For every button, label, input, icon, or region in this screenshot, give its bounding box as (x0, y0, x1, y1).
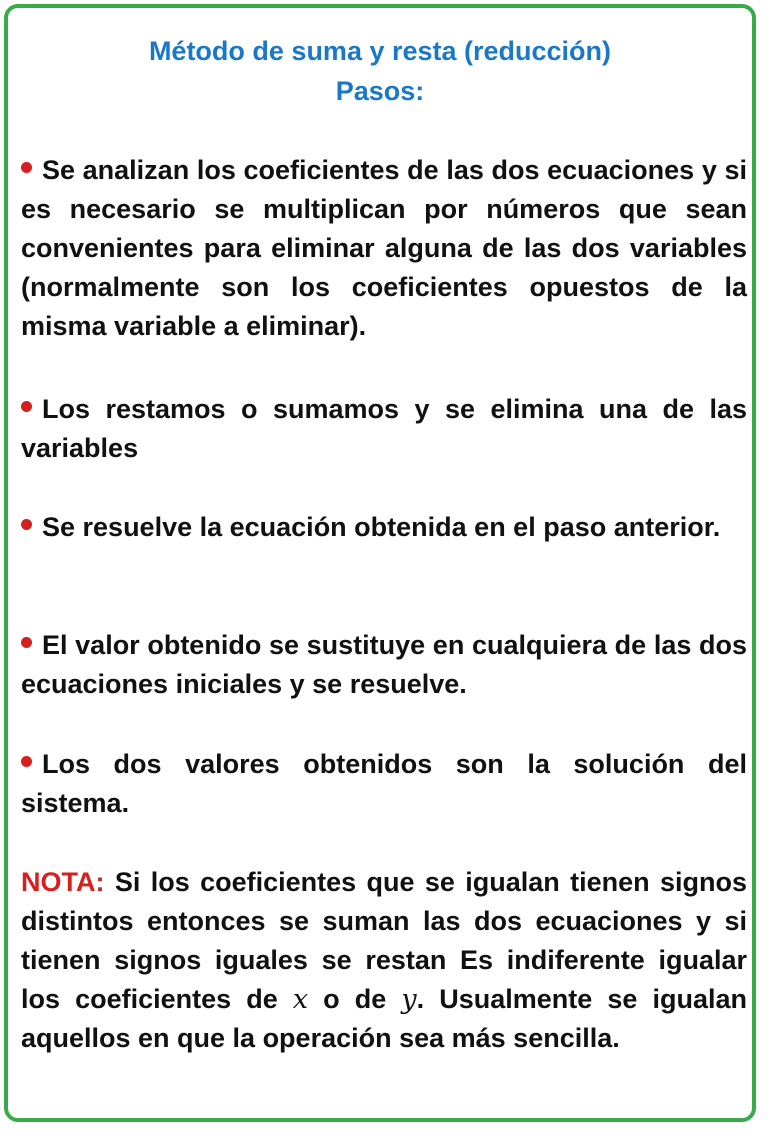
bullet-icon (21, 519, 32, 530)
step-3 (21, 508, 747, 547)
note-text-part-2: o de (308, 984, 402, 1014)
step-2-text: Los restamos o sumamos y se elimina una de las variables (21, 394, 747, 463)
step-5 (21, 745, 747, 823)
step-1 (21, 151, 747, 346)
note-label: NOTA: (21, 867, 105, 897)
step-2 (21, 390, 747, 468)
note (21, 863, 747, 1058)
bullet-icon (21, 162, 32, 173)
bullet-icon (21, 637, 32, 648)
page-subtitle: Pasos: (335, 76, 425, 106)
math-variable-y: y (401, 984, 417, 1015)
step-3-text: Se resuelve la ecuación obtenida en el paso anterior. (42, 512, 721, 542)
math-variable-x: x (292, 984, 309, 1015)
step-4-text: El valor obtenido se sustituye en cualquiera de las dos ecuaciones iniciales y se resuelve. (21, 630, 747, 699)
note-text-part-3: . Usualmente se igualan aquellos en que la operación sea más sencilla. (21, 984, 748, 1053)
step-1-text: Se analizan los coeficientes de las dos ecuaciones y si es necesario se multiplican por números que sean convenientes para eliminar alguna de las dos variables (normalmente son los coeficientes opuestos de la misma variable a eliminar). (21, 155, 747, 341)
step-5-text: Los dos valores obtenidos son la solución del sistema. (21, 749, 747, 818)
note-text-part-1: Si los coeficientes que se igualan tienen signos distintos entonces se suman las dos ecuaciones y si tienen signos iguales se restan Es indiferente igualar los coeficientes de (21, 867, 747, 1014)
bullet-icon (21, 756, 32, 767)
step-4 (21, 626, 747, 704)
page-title: Método de suma y resta (reducción) (148, 36, 612, 66)
bullet-icon (21, 401, 32, 412)
